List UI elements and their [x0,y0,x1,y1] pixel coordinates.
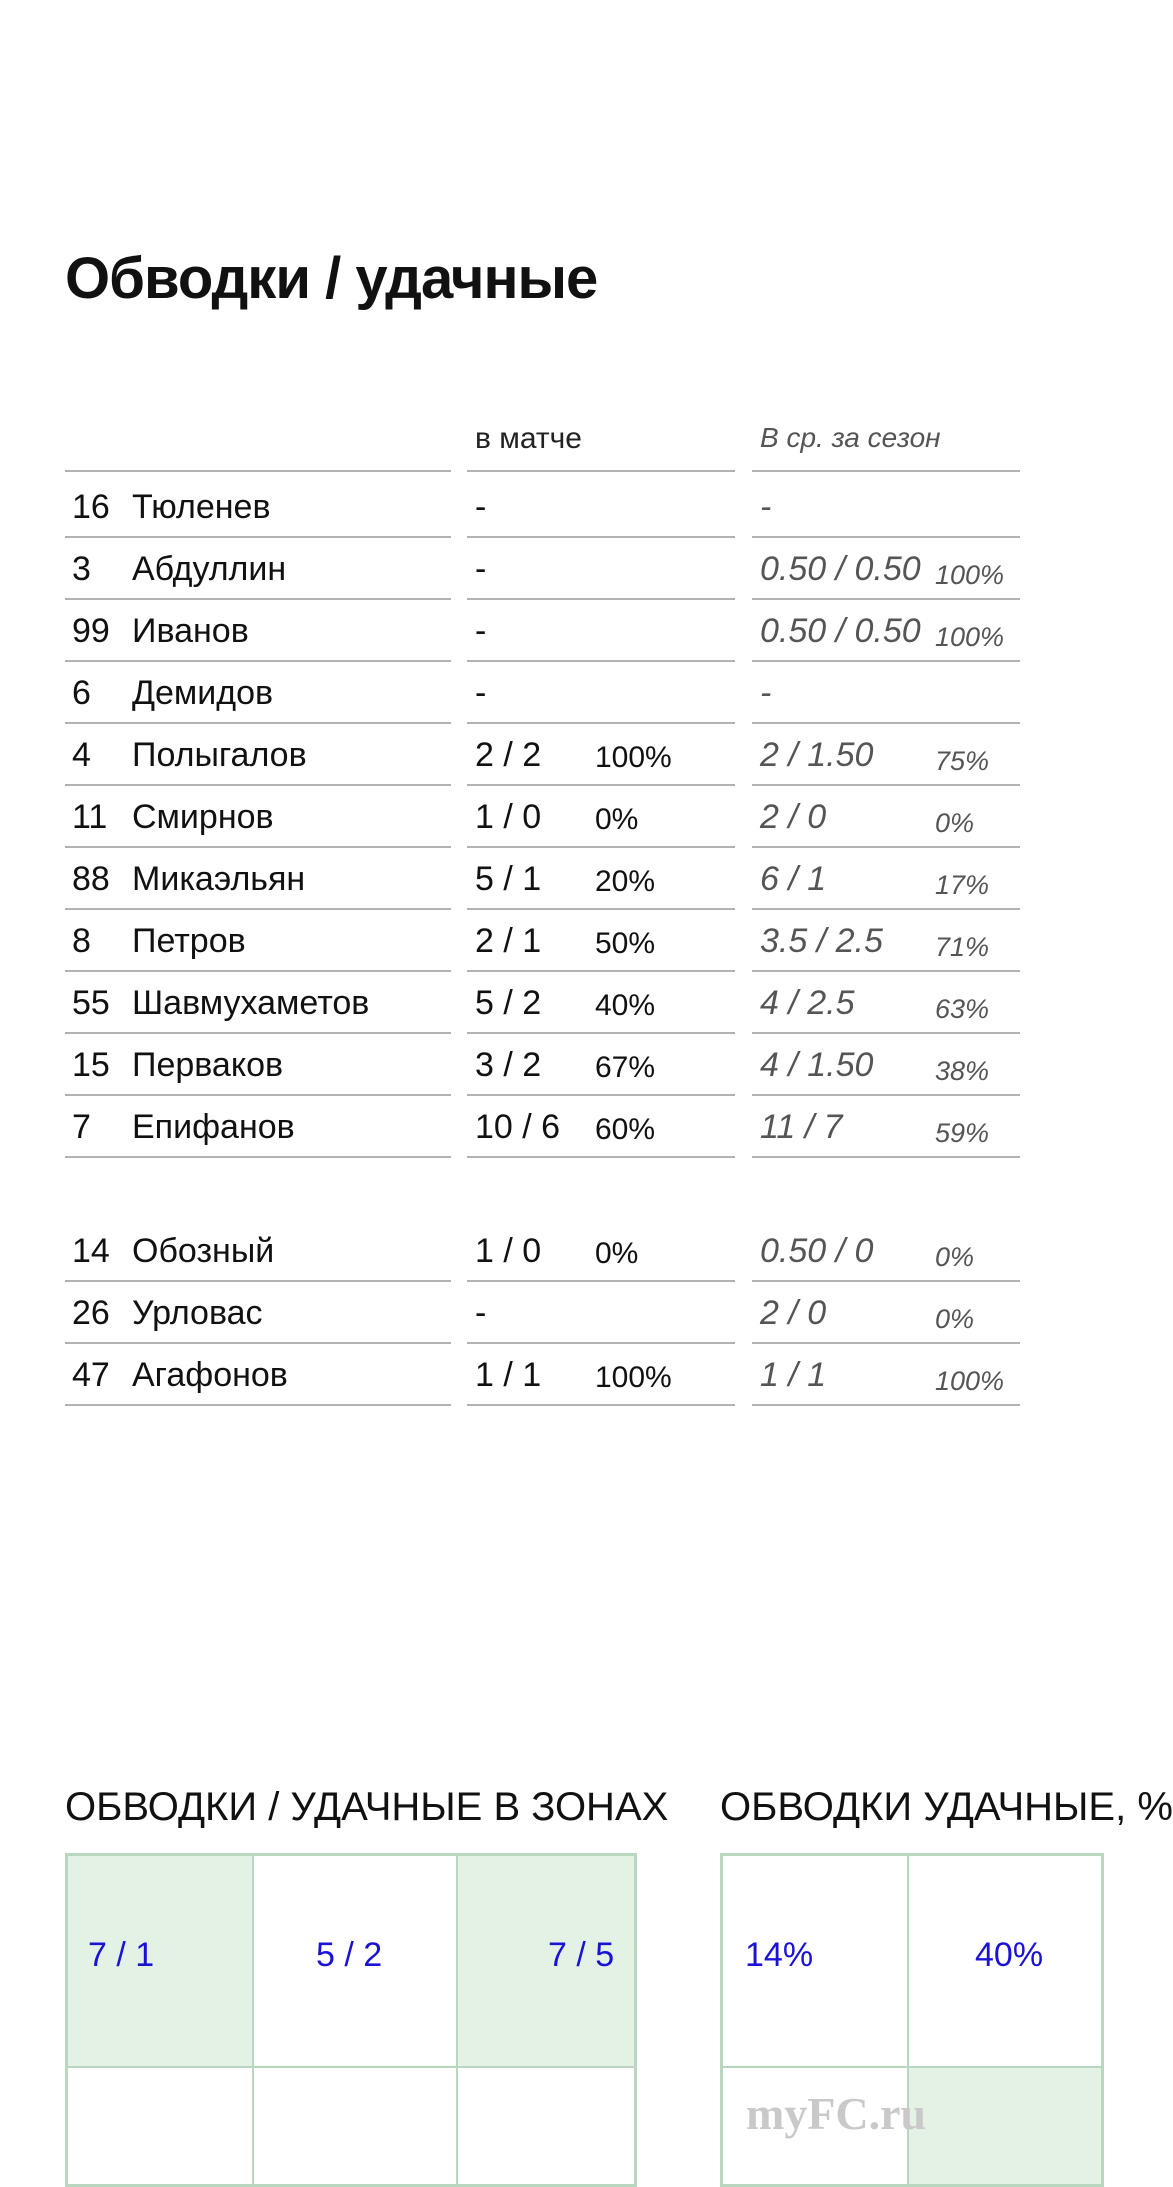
match-percent: 0% [595,1237,639,1270]
zone-cell [253,1855,457,2067]
match-value: - [475,612,487,650]
row-divider [65,1156,451,1158]
player-name: Микаэльян [132,860,306,898]
season-percent: 0% [935,808,975,838]
zones-right-grid [720,1853,1104,2187]
season-percent: 38% [935,1056,990,1086]
match-value: 1 / 0 [475,1232,542,1270]
season-percent: 100% [935,1366,1005,1396]
player-name: Перваков [132,1046,284,1084]
season-percent: 0% [935,1304,975,1334]
season-value: 4 / 1.50 [760,1046,874,1084]
zone-cell [908,2067,1102,2185]
player-row [0,848,1080,910]
zone-value: 40% [975,1936,1044,1974]
match-value: - [475,1294,487,1332]
player-number: 88 [72,860,110,898]
match-percent: 100% [595,741,672,774]
player-name: Шавмухаметов [132,984,370,1022]
player-row [0,662,1080,724]
player-row [0,972,1080,1034]
match-percent: 0% [595,803,639,836]
match-percent: 20% [595,865,656,898]
column-header-season: В ср. за сезон [760,422,941,453]
player-number: 7 [72,1108,91,1146]
player-number: 15 [72,1046,110,1084]
player-number: 26 [72,1294,110,1332]
player-row [0,1034,1080,1096]
zone-cell [67,1855,253,2067]
season-value: 0.50 / 0.50 [760,550,921,588]
zone-value: 14% [745,1936,814,1974]
player-name: Обозный [132,1232,275,1270]
player-name: Епифанов [132,1108,295,1146]
player-number: 14 [72,1232,110,1270]
season-value: 0.50 / 0.50 [760,612,921,650]
zone-cell [67,2067,253,2185]
zone-cell [722,1855,908,2067]
player-name: Смирнов [132,798,274,836]
season-percent: 0% [935,1242,975,1272]
match-percent: 40% [595,989,656,1022]
player-number: 3 [72,550,91,588]
season-percent: 63% [935,994,990,1024]
match-value: 10 / 6 [475,1108,561,1146]
zone-cell [457,2067,635,2185]
player-name: Агафонов [132,1356,288,1394]
match-value: 5 / 1 [475,860,542,898]
zones-left-grid [65,1853,637,2187]
player-row [0,724,1080,786]
player-number: 47 [72,1356,110,1394]
match-value: - [475,488,487,526]
player-row [0,476,1080,538]
player-row [0,1220,1080,1282]
player-name: Полыгалов [132,736,307,774]
match-value: 2 / 1 [475,922,542,960]
player-name: Тюленев [132,488,271,526]
row-divider [467,1404,735,1406]
match-percent: 60% [595,1113,656,1146]
zone-value: 7 / 1 [88,1936,155,1974]
header-divider [467,470,735,472]
match-percent: 67% [595,1051,656,1084]
player-number: 11 [72,798,108,836]
season-value: 2 / 0 [760,798,827,836]
match-value: 3 / 2 [475,1046,542,1084]
player-number: 4 [72,736,91,774]
player-name: Демидов [132,674,274,712]
player-name: Абдуллин [132,550,287,588]
match-value: 2 / 2 [475,736,542,774]
header-divider [65,470,451,472]
zone-value: 7 / 5 [548,1936,615,1974]
season-percent: 100% [935,560,1005,590]
player-number: 6 [72,674,91,712]
match-value: 5 / 2 [475,984,542,1022]
season-value: 1 / 1 [760,1356,827,1394]
season-value: 4 / 2.5 [760,984,855,1022]
match-value: 1 / 1 [475,1356,542,1394]
player-name: Иванов [132,612,249,650]
row-divider [65,1404,451,1406]
zone-cell [908,1855,1102,2067]
player-number: 55 [72,984,110,1022]
column-header-match: в матче [475,422,582,455]
season-value: - [760,674,772,712]
season-percent: 17% [935,870,990,900]
player-row [0,600,1080,662]
match-value: - [475,674,487,712]
player-name: Петров [132,922,246,960]
player-number: 16 [72,488,110,526]
page-title: Обводки / удачные [65,246,598,311]
player-number: 8 [72,922,91,960]
zone-cell [457,1855,635,2067]
header-divider [752,470,1020,472]
watermark-logo: myFC.ru [746,2088,927,2139]
player-number: 99 [72,612,110,650]
zones-right-title: ОБВОДКИ УДАЧНЫЕ, % [720,1785,1173,1829]
season-value: 2 / 1.50 [760,736,874,774]
player-row [0,538,1080,600]
zone-cell [253,2067,457,2185]
match-percent: 50% [595,927,656,960]
season-percent: 71% [935,932,990,962]
season-value: 6 / 1 [760,860,827,898]
player-row [0,1282,1080,1344]
season-value: 11 / 7 [760,1108,843,1146]
zones-left-title: ОБВОДКИ / УДАЧНЫЕ В ЗОНАХ [65,1785,669,1829]
match-value: 1 / 0 [475,798,542,836]
row-divider [752,1404,1020,1406]
season-percent: 75% [935,746,990,776]
season-value: 3.5 / 2.5 [760,922,883,960]
match-value: - [475,550,487,588]
zone-value: 5 / 2 [316,1936,383,1974]
season-value: - [760,488,772,526]
player-row [0,1096,1080,1158]
row-divider [752,1156,1020,1158]
season-value: 2 / 0 [760,1294,827,1332]
season-percent: 100% [935,622,1005,652]
player-row [0,786,1080,848]
player-name: Урловас [132,1294,263,1332]
row-divider [467,1156,735,1158]
season-percent: 59% [935,1118,990,1148]
player-row [0,1344,1080,1406]
match-percent: 100% [595,1361,672,1394]
player-row [0,910,1080,972]
season-value: 0.50 / 0 [760,1232,874,1270]
